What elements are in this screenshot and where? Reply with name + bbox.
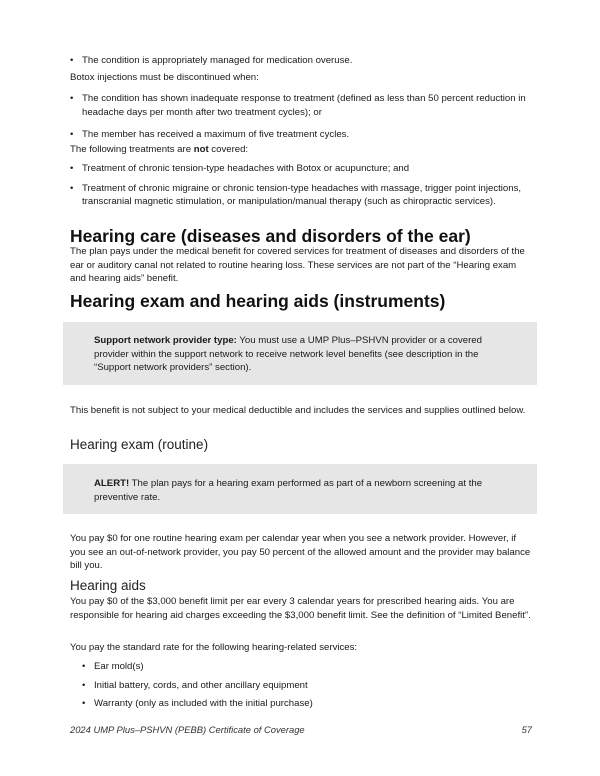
not-covered-intro-text: The following treatments are bbox=[70, 144, 194, 155]
list-item: • Treatment of chronic migraine or chronic tension-type headaches with massage, trigger point injections, transcranial magnetic stimulation, or manipulation/manual therapy (such as chiropractic services). bbox=[70, 182, 532, 209]
standard-rate-intro: You pay the standard rate for the following hearing-related services: bbox=[70, 642, 358, 653]
not-covered-emphasis: not bbox=[193, 144, 209, 155]
deductible-note: This benefit is not subject to your medical deductible and includes the services and supplies outlined below. bbox=[70, 405, 526, 416]
hearing-aids-body: You pay $0 of the $3,000 benefit limit per ear every 3 calendar years for prescribed hearing aids. You are responsible for hearing aid charges exceeding the $3,000 benefit limit. See the definition of “Limited Benefit”. bbox=[70, 596, 531, 621]
routine-exam-body: You pay $0 for one routine hearing exam per calendar year when you see a network provider. However, if you see an out-of-network provider, you pay 50 percent of the allowed amount and the provider may balance bill you. bbox=[70, 533, 531, 571]
alert-label: ALERT! bbox=[94, 478, 130, 489]
hearing-care-body: The plan pays under the medical benefit for covered services for treatment of diseases and disorders of the ear or auditory canal not related to routine hearing loss. These services are not part of the “Hearing exam and hearing aids” benefit. bbox=[70, 246, 525, 284]
discontinue-list bbox=[70, 92, 532, 142]
hearing-aids-heading: Hearing aids bbox=[70, 578, 146, 593]
intro-bullet-list bbox=[70, 54, 532, 68]
page-number: 57 bbox=[521, 724, 532, 735]
footer-title: 2024 UMP Plus–PSHVN (PEBB) Certificate of Coverage bbox=[70, 724, 305, 735]
list-item: • Treatment of chronic tension-type headaches with Botox or acupuncture; and bbox=[70, 162, 532, 176]
support-network-callout bbox=[63, 322, 537, 385]
not-covered-list bbox=[70, 162, 532, 209]
discontinue-intro: Botox injections must be discontinued when: bbox=[70, 72, 259, 83]
list-item: • Warranty (only as included with the initial purchase) bbox=[82, 697, 532, 711]
alert-body: The plan pays for a hearing exam performed as part of a newborn screening at the preventive rate. bbox=[94, 478, 483, 503]
alert-callout bbox=[63, 464, 537, 514]
hearing-exam-aids-heading: Hearing exam and hearing aids (instruments) bbox=[70, 291, 446, 311]
alert-text bbox=[94, 477, 510, 504]
list-item: • Ear mold(s) bbox=[82, 660, 532, 674]
support-network-text bbox=[94, 334, 510, 375]
not-covered-intro-text-end: covered: bbox=[208, 144, 249, 155]
hearing-care-heading: Hearing care (diseases and disorders of the ear) bbox=[70, 226, 471, 246]
list-item: • The condition has shown inadequate response to treatment (defined as less than 50 percent reduction in headache days per month after two treatment cycles); or bbox=[70, 92, 532, 119]
not-covered-intro bbox=[70, 143, 532, 157]
list-item: • Initial battery, cords, and other ancillary equipment bbox=[82, 679, 532, 693]
list-item: • The member has received a maximum of five treatment cycles. bbox=[70, 128, 532, 142]
list-item: • The condition is appropriately managed for medication overuse. bbox=[70, 54, 532, 68]
support-network-label: Support network provider type: bbox=[94, 335, 237, 346]
hearing-services-list bbox=[82, 660, 532, 711]
routine-exam-heading: Hearing exam (routine) bbox=[70, 437, 209, 452]
support-network-body: You must use a UMP Plus–PSHVN provider or a covered provider within the support network to receive network level benefits (see description in the “Support network providers” section). bbox=[94, 335, 482, 373]
